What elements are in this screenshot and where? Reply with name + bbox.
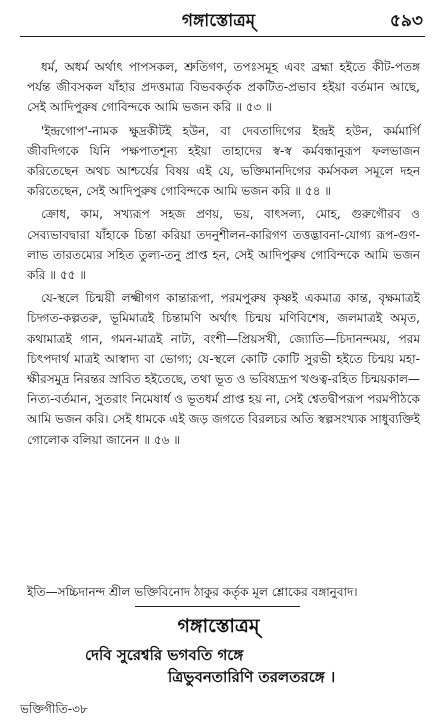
page-number: ৫৯৩ [389,11,423,31]
section-rule [135,606,300,607]
paragraph-verse-55: ক্রোধ, কাম, সখ্যরূপ সহজ প্রণয়, ভয়, বাৎসল্য, মোহ, গুরুগৌরব ও সেব্যভাবদ্বারা যাঁহাকে চিন্তা করিয়া তদনুশীলন-কারিগণ তত্তদ্ভাবনা-যোগ্য রূপ-গুণ-লাভ তারতম্যের সহিত তুল্য-তনু প্রাপ্ত হন, সেই আদিপুরুষ গোবিন্দকে আমি ভজন করি ॥ ৫৫ ॥ [27,207,420,283]
running-header [0,8,437,36]
paragraph-verse-56: যে-স্থলে চিন্ময়ী লক্ষ্মীগণ কান্তারূপা, পরমপুরুষ কৃষ্ণই একমাত্র কান্ত, বৃক্ষমাত্রই চিদ্গত-কল্পতরু, ভূমিমাত্রই চিন্তামণি অর্থাৎ চিন্ময় মণিবিশেষ, জলমাত্রই অমৃত, কথামাত্রই গান, গমন-মাত্রই নাট্য, বংশী—প্রিয়সখী, জ্যোতি—চিদানন্দময়, পরম চিৎপদার্থ মাত্রই আস্বাদ্য বা ভোগ্য; যে-স্থলে কোটি কোটি সুরভী হইতে চিন্ময় মহা-ক্ষীরসমুদ্র নিরন্তর স্রাবিত হইতেছে, তথা ভূত ও ভবিষ্যদ্রূপ খণ্ডত্ব-রহিত চিন্ময়কাল—নিত্য-বর্তমান, সুতরাং নিমেষার্ধ ও ভূতধর্ম প্রাপ্ত হয় না, সেই শ্বেতদ্বীপরূপ পরমপীঠকে আমি ভজন করি। সেই ধামকে এই জড় জগতে বিরলচর অতি স্বল্পসংখ্যক সাধুব্যক্তিই গোলোক বলিয়া জানেন ॥ ৫৬ ॥ [27,291,420,447]
verse-line-1: দেবি সুরেশ্বরি ভগবতি গঙ্গে [85,646,244,664]
section-title: গঙ্গাস্তোত্রম্ [177,615,260,637]
header-rule [20,36,425,37]
translation-note: ইতি—সচ্চিদানন্দ শ্রীল ভক্তিবিনোদ ঠাকুর কর্তৃক মূল শ্লোকের বঙ্গানুবাদ। [27,585,358,599]
signature-mark: ভক্তিগীতি-৩৮ [20,702,88,716]
paragraph-verse-53: ধর্ম, অধর্ম অর্থাৎ পাপসকল, শ্রুতিগণ, তপঃসমূহ এবং ব্রহ্মা হইতে কীট-পতঙ্গ পর্যন্ত জীবসকল যাঁহার প্রদত্তমাত্র বিভবকর্তৃক প্রকটিত-প্রভাব হইয়া বর্তমান আছে, সেই আদিপুরুষ গোবিন্দকে আমি ভজন করি ॥ ৫৩ ॥ [27,60,420,115]
running-title: গঙ্গাস্তোত্রম্ [181,11,256,31]
verse-line-2: ত্রিভুবনতারিণি তরলতরঙ্গে । [168,668,336,686]
paragraph-verse-54: 'ইন্দ্রগোপ'-নামক ক্ষুদ্রকীটই হউন, বা দেবতাদিগের ইন্দ্রই হউন, কর্মমার্গি জীবদিগকে যিনি পক্ষপাতশূন্য হইয়া তাহাদের স্ব-স্ব কর্মবন্ধানুরূপ ফলভাজন করিতেছেন অথচ আশ্চর্যের বিষয় এই যে, ভক্তিমানদিগের কর্মসকল সমূলে দহন করিতেছেন, সেই আদিপুরুষ গোবিন্দকে আমি ভজন করি ॥ ৫৪ ॥ [27,123,420,199]
body-text [27,57,420,453]
